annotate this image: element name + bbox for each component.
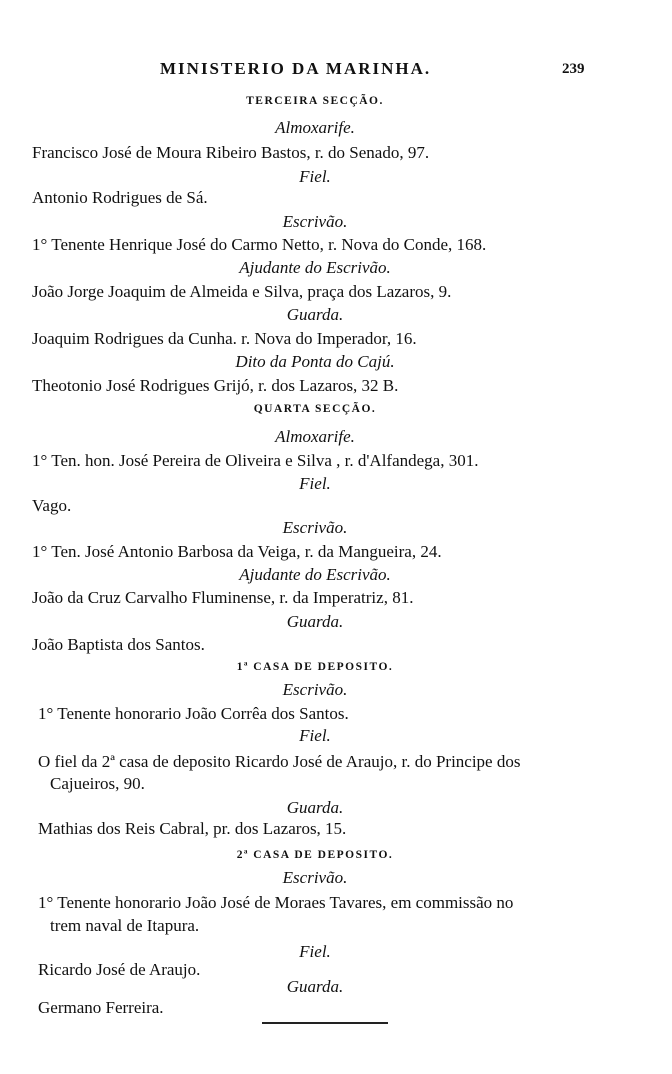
entry-line: Vago.: [32, 496, 72, 515]
entry-line: 1° Ten. José Antonio Barbosa da Veiga, r. da Mangueira, 24.: [32, 542, 442, 561]
section-title: 1ª CASA DE DEPOSITO.: [236, 661, 394, 673]
role-heading: Escrivão.: [282, 518, 348, 537]
entry-line: 1° Tenente Henrique José do Carmo Netto, r. Nova do Conde, 168.: [32, 235, 487, 254]
entry-line: Francisco José de Moura Ribeiro Bastos, r. do Senado, 97.: [32, 143, 430, 162]
role-heading: Dito da Ponta do Cajú.: [235, 352, 395, 371]
closing-rule: [262, 1022, 388, 1024]
entry-line: João da Cruz Carvalho Fluminense, r. da Imperatriz, 81.: [32, 588, 414, 607]
role-heading: Almoxarife.: [275, 427, 355, 446]
role-heading: Guarda.: [286, 612, 344, 631]
role-heading: Guarda.: [286, 305, 344, 324]
entry-line: 1° Tenente honorario João José de Moraes Tavares, em commissão no: [38, 893, 514, 912]
entry-line: Joaquim Rodrigues da Cunha. r. Nova do Imperador, 16.: [32, 329, 417, 348]
running-title: MINISTERIO DA MARINHA.: [160, 59, 432, 78]
entry-line: João Jorge Joaquim de Almeida e Silva, praça dos Lazaros, 9.: [32, 282, 452, 301]
role-heading: Fiel.: [299, 167, 331, 186]
entry-line: João Baptista dos Santos.: [32, 635, 205, 654]
entry-line: Ricardo José de Araujo.: [38, 960, 201, 979]
entry-line: 1° Tenente honorario João Corrêa dos Santos.: [38, 704, 349, 723]
entry-line: O fiel da 2ª casa de deposito Ricardo José de Araujo, r. do Principe dos: [38, 752, 521, 771]
role-heading: Escrivão.: [282, 680, 348, 699]
page-number: 239: [562, 61, 585, 77]
role-heading: Fiel.: [299, 726, 331, 745]
role-heading: Guarda.: [286, 977, 344, 996]
entry-line: Antonio Rodrigues de Sá.: [32, 188, 208, 207]
role-heading: Escrivão.: [282, 212, 348, 231]
entry-line: trem naval de Itapura.: [50, 916, 200, 935]
role-heading: Guarda.: [286, 798, 344, 817]
role-heading: Ajudante do Escrivão.: [239, 565, 391, 584]
role-heading: Escrivão.: [282, 868, 348, 887]
entry-line: Germano Ferreira.: [38, 998, 164, 1017]
entry-line: Mathias dos Reis Cabral, pr. dos Lazaros, 15.: [38, 819, 347, 838]
role-heading: Fiel.: [299, 474, 331, 493]
role-heading: Almoxarife.: [275, 118, 355, 137]
role-heading: Fiel.: [299, 942, 331, 961]
entry-line: Theotonio José Rodrigues Grijó, r. dos Lazaros, 32 B.: [32, 376, 399, 395]
entry-line: Cajueiros, 90.: [50, 774, 145, 793]
section-title: 2ª CASA DE DEPOSITO.: [236, 849, 394, 861]
section-title: QUARTA SECÇÃO.: [253, 403, 377, 415]
entry-line: 1° Ten. hon. José Pereira de Oliveira e Silva , r. d'Alfandega, 301.: [32, 451, 479, 470]
section-title: TERCEIRA SECÇÃO.: [246, 95, 384, 107]
role-heading: Ajudante do Escrivão.: [239, 258, 391, 277]
